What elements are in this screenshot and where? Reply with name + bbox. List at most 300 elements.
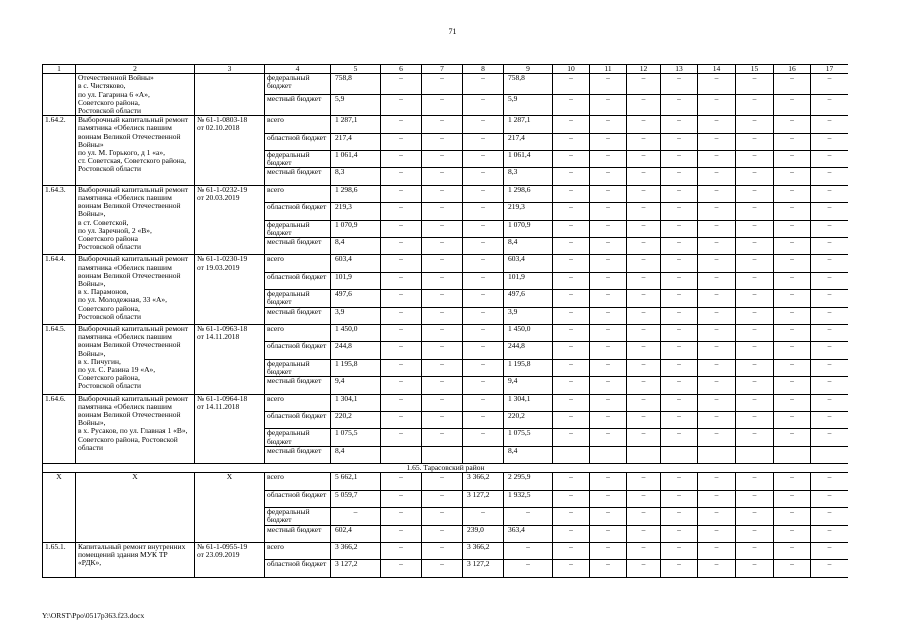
value-cell: –	[553, 473, 590, 490]
value-cell: 1 061,4	[331, 151, 381, 168]
value-cell: –	[698, 473, 736, 490]
value-cell: –	[590, 290, 627, 307]
value-cell: 1 075,5	[331, 429, 381, 446]
value-cell: 758,8	[504, 74, 553, 95]
value-cell: –	[774, 473, 811, 490]
funding-source-cell: областной бюджет	[265, 272, 331, 289]
value-cell: –	[698, 185, 736, 202]
value-cell: 101,9	[331, 272, 381, 289]
funding-source-cell: федеральный бюджет	[265, 290, 331, 307]
funding-source-cell: всего	[265, 542, 331, 559]
value-cell: –	[811, 429, 849, 446]
value-cell: –	[553, 220, 590, 237]
value-cell: –	[774, 185, 811, 202]
column-number-row	[43, 65, 849, 74]
column-number-13: 13	[661, 65, 698, 74]
column-number-12: 12	[627, 65, 661, 74]
value-cell: –	[661, 429, 698, 446]
value-cell: –	[422, 359, 463, 376]
value-cell: –	[381, 203, 422, 220]
value-cell: –	[627, 95, 661, 116]
value-cell: 1 070,9	[331, 220, 381, 237]
value-cell: –	[627, 342, 661, 359]
budget-table-container	[42, 64, 848, 607]
funding-source-cell: местный бюджет	[265, 95, 331, 116]
value-cell: –	[698, 508, 736, 525]
value-cell: –	[661, 74, 698, 95]
value-cell: –	[774, 220, 811, 237]
value-cell: –	[590, 377, 627, 394]
value-cell: –	[422, 490, 463, 507]
value-cell: 9,4	[331, 377, 381, 394]
value-cell	[553, 446, 590, 463]
column-number-15: 15	[736, 65, 774, 74]
value-cell: –	[811, 411, 849, 428]
value-cell	[627, 446, 661, 463]
value-cell: 3 127,2	[463, 490, 504, 507]
value-cell: –	[422, 272, 463, 289]
value-cell: –	[736, 290, 774, 307]
value-cell: –	[590, 203, 627, 220]
value-cell: –	[811, 377, 849, 394]
value-cell: 363,4	[504, 525, 553, 542]
value-cell: –	[698, 394, 736, 411]
value-cell: –	[590, 411, 627, 428]
value-cell: –	[661, 116, 698, 133]
document-number-cell: № 61-1-0964-18 от 14.11.2018	[195, 394, 265, 464]
value-cell: –	[381, 168, 422, 185]
value-cell: –	[422, 168, 463, 185]
value-cell: 3 366,2	[463, 473, 504, 490]
value-cell: –	[463, 133, 504, 150]
value-cell: –	[811, 95, 849, 116]
value-cell: –	[422, 95, 463, 116]
value-cell: –	[590, 116, 627, 133]
value-cell: –	[661, 203, 698, 220]
value-cell: –	[627, 542, 661, 559]
value-cell: 220,2	[331, 411, 381, 428]
funding-source-cell: областной бюджет	[265, 342, 331, 359]
value-cell: –	[736, 394, 774, 411]
value-cell: –	[627, 74, 661, 95]
item-code-cell: 1.64.2.	[43, 116, 76, 186]
value-cell: –	[553, 542, 590, 559]
value-cell: –	[590, 307, 627, 324]
value-cell: –	[590, 525, 627, 542]
value-cell: –	[422, 220, 463, 237]
table-row	[43, 394, 849, 411]
item-code-cell	[43, 74, 76, 116]
object-name-cell: Выборочный капитальный ремонт памятника «Обелиск павшим воинам Великой Отечественной Войны», в х. Пичугин, по ул. С. Разина 19 «А», Советского района, Ростовской области	[76, 324, 195, 394]
value-cell: –	[661, 237, 698, 254]
value-cell: 8,4	[504, 446, 553, 463]
value-cell: –	[590, 237, 627, 254]
value-cell: –	[698, 290, 736, 307]
value-cell: –	[774, 490, 811, 507]
value-cell: –	[553, 168, 590, 185]
table-row	[43, 116, 849, 133]
value-cell: –	[381, 324, 422, 341]
value-cell: 603,4	[504, 255, 553, 272]
value-cell: –	[811, 324, 849, 341]
value-cell: –	[381, 74, 422, 95]
value-cell: –	[811, 490, 849, 507]
value-cell: –	[627, 151, 661, 168]
value-cell: –	[811, 307, 849, 324]
value-cell: –	[381, 272, 422, 289]
value-cell: –	[736, 342, 774, 359]
value-cell: –	[422, 185, 463, 202]
value-cell: –	[463, 429, 504, 446]
funding-source-cell: местный бюджет	[265, 525, 331, 542]
object-name-cell: Выборочный капитальный ремонт памятника «Обелиск павшим воинам Великой Отечественной Войны» по ул. М. Горького, д 1 «а», ст. Советская, Советского района, Ростовской области	[76, 116, 195, 186]
value-cell: 9,4	[504, 377, 553, 394]
value-cell: –	[590, 324, 627, 341]
column-number-4: 4	[265, 65, 331, 74]
value-cell: –	[381, 508, 422, 525]
value-cell: –	[811, 237, 849, 254]
value-cell: –	[736, 255, 774, 272]
column-number-1: 1	[43, 65, 76, 74]
value-cell: –	[698, 133, 736, 150]
value-cell: –	[463, 116, 504, 133]
value-cell: –	[736, 203, 774, 220]
value-cell: 239,0	[463, 525, 504, 542]
value-cell: –	[698, 255, 736, 272]
value-cell: –	[774, 342, 811, 359]
value-cell: –	[381, 95, 422, 116]
value-cell: –	[422, 508, 463, 525]
value-cell: –	[463, 377, 504, 394]
value-cell: –	[463, 272, 504, 289]
object-name-cell: Выборочный капитальный ремонт памятника «Обелиск павшим воинам Великой Отечественной Войны», в х. Русаков, по ул. Главная 1 «В», Советского района, Ростовской области	[76, 394, 195, 464]
value-cell: 2 295,9	[504, 473, 553, 490]
column-number-14: 14	[698, 65, 736, 74]
value-cell: –	[627, 220, 661, 237]
value-cell: –	[381, 542, 422, 559]
value-cell: –	[463, 342, 504, 359]
value-cell: –	[811, 255, 849, 272]
value-cell: –	[774, 324, 811, 341]
value-cell: –	[811, 272, 849, 289]
value-cell: –	[553, 429, 590, 446]
value-cell: –	[661, 220, 698, 237]
value-cell: 8,4	[331, 237, 381, 254]
funding-source-cell: федеральный бюджет	[265, 359, 331, 376]
value-cell: 217,4	[504, 133, 553, 150]
value-cell: –	[736, 473, 774, 490]
value-cell: –	[422, 116, 463, 133]
funding-source-cell: местный бюджет	[265, 307, 331, 324]
value-cell: –	[811, 151, 849, 168]
value-cell: –	[811, 168, 849, 185]
value-cell: –	[627, 525, 661, 542]
value-cell: –	[422, 429, 463, 446]
item-code-cell: 1.64.4.	[43, 255, 76, 325]
funding-source-cell: федеральный бюджет	[265, 74, 331, 95]
value-cell: 5 662,1	[331, 473, 381, 490]
value-cell: –	[811, 116, 849, 133]
value-cell: –	[590, 185, 627, 202]
value-cell	[811, 446, 849, 463]
value-cell: –	[774, 272, 811, 289]
value-cell: –	[698, 220, 736, 237]
funding-source-cell: всего	[265, 324, 331, 341]
value-cell: –	[774, 411, 811, 428]
value-cell: –	[698, 490, 736, 507]
value-cell: –	[627, 411, 661, 428]
funding-source-cell: областной бюджет	[265, 490, 331, 507]
funding-source-cell: местный бюджет	[265, 237, 331, 254]
item-code-cell: 1.64.6.	[43, 394, 76, 464]
funding-source-cell: федеральный бюджет	[265, 508, 331, 525]
value-cell: –	[698, 359, 736, 376]
column-number-2: 2	[76, 65, 195, 74]
value-cell: –	[774, 290, 811, 307]
table-row	[43, 324, 849, 341]
funding-source-cell: областной бюджет	[265, 560, 331, 577]
value-cell: –	[381, 307, 422, 324]
value-cell: –	[627, 560, 661, 577]
funding-source-cell: всего	[265, 394, 331, 411]
value-cell: –	[774, 74, 811, 95]
value-cell: –	[698, 168, 736, 185]
value-cell: –	[381, 116, 422, 133]
value-cell: –	[422, 377, 463, 394]
funding-source-cell: всего	[265, 185, 331, 202]
value-cell: –	[661, 255, 698, 272]
value-cell: –	[422, 237, 463, 254]
value-cell: –	[774, 542, 811, 559]
section-title: 1.65. Тарасовский район	[43, 464, 849, 473]
value-cell: –	[553, 74, 590, 95]
value-cell: –	[422, 133, 463, 150]
value-cell: –	[463, 359, 504, 376]
column-number-11: 11	[590, 65, 627, 74]
table-row	[43, 185, 849, 202]
value-cell: –	[463, 203, 504, 220]
value-cell: –	[736, 185, 774, 202]
value-cell: –	[590, 542, 627, 559]
value-cell: –	[774, 525, 811, 542]
value-cell: –	[463, 151, 504, 168]
document-number-cell: № 61-1-0232-19 от 20.03.2019	[195, 185, 265, 255]
value-cell: 1 298,6	[504, 185, 553, 202]
value-cell: 244,8	[331, 342, 381, 359]
value-cell: –	[736, 74, 774, 95]
value-cell: 101,9	[504, 272, 553, 289]
item-code-cell: 1.64.5.	[43, 324, 76, 394]
item-code-cell: 1.64.3.	[43, 185, 76, 255]
value-cell: –	[698, 272, 736, 289]
value-cell: –	[381, 290, 422, 307]
value-cell: –	[736, 525, 774, 542]
value-cell: –	[736, 411, 774, 428]
value-cell: –	[553, 411, 590, 428]
value-cell: 3 366,2	[463, 542, 504, 559]
value-cell: –	[811, 74, 849, 95]
value-cell: –	[774, 377, 811, 394]
value-cell: –	[811, 203, 849, 220]
object-name-cell: Х	[76, 473, 195, 543]
value-cell: –	[774, 95, 811, 116]
value-cell: 8,3	[504, 168, 553, 185]
value-cell: –	[553, 394, 590, 411]
value-cell	[736, 446, 774, 463]
value-cell: –	[736, 429, 774, 446]
value-cell: –	[811, 394, 849, 411]
value-cell: –	[381, 359, 422, 376]
value-cell: –	[590, 342, 627, 359]
value-cell: –	[774, 394, 811, 411]
item-code-cell: 1.65.1.	[43, 542, 76, 577]
object-name-cell: Отечественной Войны» в с. Чистяково, по ул. Гагарина 6 «А», Советского района, Ростовской области	[76, 74, 195, 116]
value-cell: –	[736, 95, 774, 116]
value-cell: –	[698, 324, 736, 341]
table-row	[43, 255, 849, 272]
value-cell: –	[463, 168, 504, 185]
value-cell: –	[463, 255, 504, 272]
value-cell: –	[661, 377, 698, 394]
value-cell: –	[463, 95, 504, 116]
value-cell: 497,6	[504, 290, 553, 307]
value-cell: –	[627, 203, 661, 220]
value-cell: –	[553, 342, 590, 359]
value-cell: 5,9	[331, 95, 381, 116]
value-cell: –	[504, 542, 553, 559]
value-cell: –	[661, 490, 698, 507]
value-cell: –	[463, 237, 504, 254]
value-cell: –	[627, 237, 661, 254]
column-number-7: 7	[422, 65, 463, 74]
document-number-cell: № 61-1-0803-18 от 02.10.2018	[195, 116, 265, 186]
value-cell: –	[553, 272, 590, 289]
value-cell: –	[774, 151, 811, 168]
value-cell: –	[811, 473, 849, 490]
value-cell: –	[627, 394, 661, 411]
value-cell: –	[736, 307, 774, 324]
value-cell: –	[627, 116, 661, 133]
value-cell: –	[331, 508, 381, 525]
value-cell	[698, 446, 736, 463]
value-cell: –	[422, 342, 463, 359]
value-cell: 1 070,9	[504, 220, 553, 237]
value-cell: –	[698, 151, 736, 168]
object-name-cell: Выборочный капитальный ремонт памятника «Обелиск павшим воинам Великой Отечественной Войны», в ст. Советской, по ул. Заречной, 2 «В», Советского района Ростовской области	[76, 185, 195, 255]
value-cell: 1 298,6	[331, 185, 381, 202]
value-cell: –	[661, 508, 698, 525]
value-cell: –	[590, 74, 627, 95]
funding-source-cell: всего	[265, 473, 331, 490]
funding-source-cell: всего	[265, 116, 331, 133]
value-cell: –	[774, 307, 811, 324]
value-cell: –	[661, 290, 698, 307]
value-cell: –	[422, 255, 463, 272]
column-number-6: 6	[381, 65, 422, 74]
column-number-5: 5	[331, 65, 381, 74]
object-name-cell: Выборочный капитальный ремонт памятника «Обелиск павшим воинам Великой Отечественной Войны», в х. Парамонов, по ул. Молодежная, 33 «А», Советского района, Ростовской области	[76, 255, 195, 325]
value-cell: –	[422, 411, 463, 428]
value-cell: –	[381, 377, 422, 394]
value-cell: –	[553, 560, 590, 577]
value-cell: –	[553, 133, 590, 150]
value-cell: 603,4	[331, 255, 381, 272]
value-cell: –	[381, 411, 422, 428]
page-number: 71	[448, 27, 457, 36]
value-cell: –	[422, 560, 463, 577]
value-cell: –	[627, 307, 661, 324]
value-cell: –	[381, 220, 422, 237]
value-cell: –	[553, 307, 590, 324]
value-cell: –	[811, 560, 849, 577]
value-cell	[774, 446, 811, 463]
funding-source-cell: областной бюджет	[265, 203, 331, 220]
value-cell: 1 195,8	[331, 359, 381, 376]
value-cell: –	[553, 359, 590, 376]
value-cell: –	[590, 508, 627, 525]
value-cell: –	[774, 133, 811, 150]
value-cell: –	[661, 560, 698, 577]
value-cell: –	[422, 473, 463, 490]
column-number-8: 8	[463, 65, 504, 74]
value-cell: –	[590, 473, 627, 490]
value-cell: –	[381, 473, 422, 490]
value-cell: –	[811, 290, 849, 307]
value-cell: –	[590, 220, 627, 237]
value-cell: –	[590, 272, 627, 289]
value-cell: –	[661, 168, 698, 185]
document-number-cell: № 61-1-0955-19 от 23.09.2019	[195, 542, 265, 577]
value-cell: 5 059,7	[331, 490, 381, 507]
value-cell: 3,9	[504, 307, 553, 324]
value-cell: 1 932,5	[504, 490, 553, 507]
value-cell: –	[811, 542, 849, 559]
value-cell: –	[661, 133, 698, 150]
value-cell: –	[627, 359, 661, 376]
value-cell: –	[627, 290, 661, 307]
value-cell: –	[661, 307, 698, 324]
value-cell	[381, 446, 422, 463]
value-cell: –	[627, 168, 661, 185]
value-cell: –	[553, 255, 590, 272]
value-cell: –	[811, 342, 849, 359]
value-cell: –	[736, 151, 774, 168]
value-cell: 244,8	[504, 342, 553, 359]
value-cell: –	[736, 490, 774, 507]
value-cell: –	[553, 490, 590, 507]
value-cell: 219,3	[504, 203, 553, 220]
value-cell: –	[774, 560, 811, 577]
table-row	[43, 74, 849, 95]
value-cell: 602,4	[331, 525, 381, 542]
value-cell: –	[736, 237, 774, 254]
value-cell	[463, 446, 504, 463]
value-cell: –	[422, 74, 463, 95]
value-cell: –	[381, 560, 422, 577]
value-cell: –	[504, 508, 553, 525]
value-cell: 1 075,5	[504, 429, 553, 446]
section-header-row	[43, 464, 849, 473]
value-cell: –	[381, 151, 422, 168]
value-cell: –	[553, 95, 590, 116]
value-cell: –	[811, 220, 849, 237]
value-cell: 1 304,1	[504, 394, 553, 411]
value-cell: –	[698, 95, 736, 116]
value-cell: –	[774, 359, 811, 376]
value-cell: –	[698, 74, 736, 95]
document-number-cell: Х	[195, 473, 265, 543]
value-cell: 219,3	[331, 203, 381, 220]
